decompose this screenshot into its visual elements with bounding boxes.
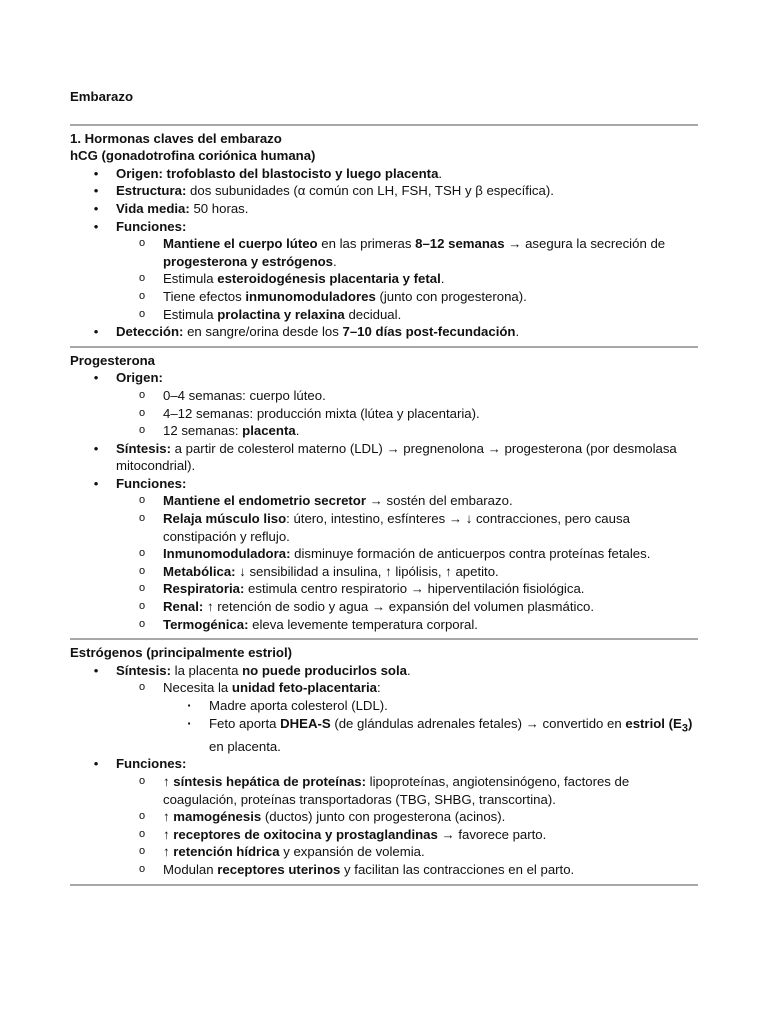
item-text: → asegura la secreción de bbox=[504, 236, 666, 252]
item-text: 12 semanas: bbox=[163, 423, 243, 439]
list-item bbox=[116, 826, 698, 844]
circle-marker: o bbox=[138, 494, 146, 507]
item-text: en sangre/orina desde los bbox=[183, 324, 343, 340]
item-text: . bbox=[333, 253, 337, 269]
circle-marker: o bbox=[138, 424, 146, 437]
bullet-list bbox=[70, 662, 698, 879]
key-term: prolactina y relaxina bbox=[217, 306, 345, 322]
square-marker: ▪ bbox=[187, 701, 191, 710]
circle-marker: o bbox=[138, 289, 146, 302]
item-text: . bbox=[440, 271, 445, 287]
subscript: 3 bbox=[681, 722, 688, 735]
key-term: Estructura: bbox=[116, 183, 187, 199]
bullet-list bbox=[70, 165, 698, 341]
item-text: dos subunidades (α común con LH, FSH, TSH y β específica). bbox=[186, 183, 554, 199]
list-item bbox=[116, 563, 698, 581]
key-term: Origen: bbox=[116, 370, 163, 386]
sub-list bbox=[116, 387, 698, 440]
item-text: Modulan bbox=[163, 861, 218, 877]
list-item bbox=[116, 422, 698, 440]
arrow-up-icon: ↑ bbox=[163, 826, 174, 842]
key-term: Termogénica: bbox=[163, 616, 249, 632]
key-term: Mantiene el cuerpo lúteo bbox=[163, 236, 318, 252]
item-text: Feto aporta bbox=[209, 715, 281, 731]
item-text: Estimula bbox=[163, 271, 218, 287]
bullet-marker: • bbox=[93, 165, 99, 181]
item-text: . bbox=[438, 165, 443, 181]
document-title: Embarazo bbox=[70, 89, 134, 104]
list-item bbox=[116, 808, 698, 826]
key-term: Relaja músculo liso bbox=[163, 511, 287, 527]
item-text: (junto con progesterona). bbox=[375, 288, 527, 304]
subsection-heading: hCG (gonadotrofina coriónica humana) bbox=[70, 148, 316, 164]
section-divider bbox=[70, 884, 698, 886]
square-marker: ▪ bbox=[187, 718, 191, 728]
bullet-marker: • bbox=[93, 218, 99, 234]
list-item bbox=[70, 755, 698, 878]
key-term: Funciones: bbox=[116, 218, 187, 234]
circle-marker: o bbox=[138, 600, 146, 613]
key-term: retención hídrica bbox=[173, 844, 280, 860]
list-item bbox=[116, 773, 698, 808]
circle-marker: o bbox=[138, 775, 146, 788]
list-item bbox=[116, 616, 698, 634]
circle-marker: o bbox=[138, 617, 146, 630]
list-item bbox=[70, 165, 698, 183]
key-term: Síntesis: bbox=[116, 662, 171, 678]
section-hcg bbox=[70, 126, 698, 346]
list-item bbox=[70, 200, 698, 218]
list-item bbox=[116, 545, 698, 563]
list-item bbox=[116, 235, 698, 270]
arrow-up-icon: ↑ bbox=[163, 809, 174, 825]
section-estrogenos bbox=[70, 640, 698, 883]
key-term: progesterona y estrógenos bbox=[163, 253, 334, 269]
bullet-marker: • bbox=[93, 475, 99, 491]
circle-marker: o bbox=[138, 272, 146, 285]
key-term: inmunomoduladores bbox=[245, 288, 376, 304]
circle-marker: o bbox=[138, 582, 146, 595]
list-item bbox=[70, 369, 698, 439]
list-item bbox=[116, 843, 698, 861]
arrow-up-icon: ↑ bbox=[163, 844, 174, 860]
item-text: (ductos) junto con progesterona (acinos). bbox=[261, 809, 506, 825]
section-heading: Estrógenos (principalmente estriol) bbox=[70, 645, 293, 661]
key-term: Metabólica: bbox=[163, 563, 236, 579]
list-item bbox=[116, 270, 698, 288]
sub-list bbox=[116, 235, 698, 323]
item-text: lipoproteínas, angiotensinógeno, factores de coagulación, proteínas transportadoras (TBG, SHBG, transcortina). bbox=[163, 774, 630, 807]
key-term: receptores de oxitocina y prostaglandinas bbox=[173, 826, 438, 842]
item-text: Necesita la bbox=[163, 680, 232, 696]
key-term: unidad feto-placentaria bbox=[231, 680, 377, 696]
item-text: 0–4 semanas: cuerpo lúteo. bbox=[163, 387, 326, 403]
list-item bbox=[70, 440, 698, 475]
item-text: ↓ sensibilidad a insulina, ↑ lipólisis, ↑ apetito. bbox=[235, 563, 499, 579]
list-item bbox=[116, 679, 698, 755]
key-term: Mantiene el endometrio secretor bbox=[163, 493, 366, 509]
circle-marker: o bbox=[138, 564, 146, 577]
list-item bbox=[70, 218, 698, 324]
key-term: síntesis hepática de proteínas: bbox=[173, 774, 367, 790]
key-term: mamogénesis bbox=[173, 809, 262, 825]
bullet-marker: • bbox=[93, 370, 99, 386]
item-text: Tiene efectos bbox=[163, 288, 246, 304]
circle-marker: o bbox=[138, 237, 146, 250]
bullet-list bbox=[70, 369, 698, 633]
bullet-marker: • bbox=[93, 200, 99, 216]
sub-list bbox=[116, 679, 698, 755]
item-text: : bbox=[377, 680, 381, 696]
item-text: disminuye formación de anticuerpos contra proteínas fetales. bbox=[290, 546, 651, 562]
list-item bbox=[70, 182, 698, 200]
key-term: receptores uterinos bbox=[217, 861, 341, 877]
sub-list bbox=[116, 492, 698, 633]
item-text: en placenta. bbox=[209, 738, 281, 754]
list-item bbox=[116, 387, 698, 405]
key-term: no puede producirlos sola bbox=[242, 662, 407, 678]
key-term: Funciones: bbox=[116, 756, 187, 772]
bullet-marker: • bbox=[93, 440, 99, 456]
key-term: Vida media: bbox=[116, 200, 190, 216]
item-text: Estimula bbox=[163, 306, 218, 322]
key-term-part: estriol (E bbox=[625, 715, 682, 731]
key-term: placenta bbox=[242, 423, 296, 439]
circle-marker: o bbox=[138, 547, 146, 560]
key-term: 8–12 semanas bbox=[415, 236, 505, 252]
list-item bbox=[163, 715, 698, 756]
circle-marker: o bbox=[138, 681, 146, 694]
list-item bbox=[116, 288, 698, 306]
item-text: eleva levemente temperatura corporal. bbox=[248, 616, 478, 632]
list-item bbox=[116, 405, 698, 423]
sub-list bbox=[116, 773, 698, 879]
bullet-marker: • bbox=[93, 183, 99, 199]
document-content bbox=[70, 88, 698, 886]
list-item bbox=[116, 306, 698, 324]
section-progesterona bbox=[70, 348, 698, 639]
item-text: la placenta bbox=[170, 662, 243, 678]
circle-marker: o bbox=[138, 827, 146, 840]
key-term: Respiratoria: bbox=[163, 581, 245, 597]
item-text: decidual. bbox=[344, 306, 402, 322]
item-text: . bbox=[406, 662, 411, 678]
bullet-marker: • bbox=[93, 324, 99, 340]
circle-marker: o bbox=[138, 862, 146, 875]
item-text: en las primeras bbox=[317, 236, 416, 252]
item-text: 50 horas. bbox=[189, 200, 249, 216]
item-text: Madre aporta colesterol (LDL). bbox=[209, 698, 388, 713]
key-term: Inmunomoduladora: bbox=[163, 546, 291, 562]
item-text: y expansión de volemia. bbox=[279, 844, 425, 860]
circle-marker: o bbox=[138, 512, 146, 525]
circle-marker: o bbox=[138, 845, 146, 858]
key-term: Funciones: bbox=[116, 475, 187, 491]
bullet-marker: • bbox=[93, 756, 99, 772]
list-item bbox=[70, 662, 698, 756]
key-term: 7–10 días post-fecundación bbox=[342, 324, 516, 340]
key-term: Origen: trofoblasto del blastocisto y luego placenta bbox=[116, 165, 439, 181]
item-text: (de glándulas adrenales fetales) → convertido en bbox=[330, 715, 626, 731]
item-text: . bbox=[515, 324, 520, 340]
list-item bbox=[116, 492, 698, 510]
list-item bbox=[116, 598, 698, 616]
item-text: → sostén del embarazo. bbox=[366, 493, 513, 509]
circle-marker: o bbox=[138, 406, 146, 419]
item-text: a partir de colesterol materno (LDL) → pregnenolona → progesterona (por desmolasa mitocondrial). bbox=[116, 440, 677, 474]
section-heading: Progesterona bbox=[70, 352, 156, 368]
item-text: ↑ retención de sodio y agua → expansión del volumen plasmático. bbox=[203, 599, 595, 615]
item-text: 4–12 semanas: producción mixta (lútea y placentaria). bbox=[163, 405, 480, 421]
sub-sub-list bbox=[163, 697, 698, 755]
list-item bbox=[70, 323, 698, 341]
section-heading: 1. Hormonas claves del embarazo bbox=[70, 130, 282, 146]
key-term bbox=[625, 715, 693, 735]
item-text: → favorece parto. bbox=[437, 826, 547, 842]
list-item bbox=[163, 697, 698, 715]
arrow-up-icon: ↑ bbox=[163, 774, 174, 790]
list-item bbox=[116, 580, 698, 598]
item-text: : útero, intestino, esfínteres → ↓ contracciones, pero causa constipación y reflujo. bbox=[163, 511, 630, 544]
item-text: y facilitan las contracciones en el parto. bbox=[340, 861, 575, 877]
circle-marker: o bbox=[138, 307, 146, 320]
bullet-marker: • bbox=[93, 662, 99, 678]
item-text: estimula centro respiratorio → hiperventilación fisiológica. bbox=[244, 581, 585, 597]
list-item bbox=[116, 861, 698, 879]
key-term: Síntesis: bbox=[116, 440, 171, 456]
key-term: esteroidogénesis placentaria y fetal bbox=[217, 271, 441, 287]
list-item bbox=[70, 475, 698, 633]
key-term-part: ) bbox=[687, 715, 693, 731]
item-text: . bbox=[295, 423, 300, 439]
key-term: Renal: bbox=[163, 599, 204, 615]
circle-marker: o bbox=[138, 388, 146, 401]
key-term: Detección: bbox=[116, 324, 184, 340]
list-item bbox=[116, 510, 698, 545]
circle-marker: o bbox=[138, 810, 146, 823]
key-term: DHEA-S bbox=[280, 715, 331, 731]
